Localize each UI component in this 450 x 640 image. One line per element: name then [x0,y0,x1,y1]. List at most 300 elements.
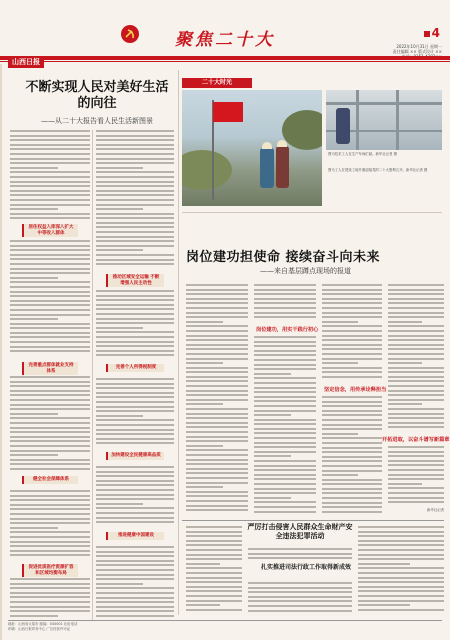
lead-body-text [96,378,174,448]
text-line [186,335,248,337]
text-line [96,574,174,576]
text-line [388,316,444,318]
text-line [254,382,316,384]
header-thin-rule [0,61,450,62]
text-line [96,144,174,146]
text-line [96,322,174,324]
text-line [10,148,90,150]
text-line [388,426,444,428]
text-line [358,526,444,528]
text-line [186,454,248,456]
text-line [322,497,382,499]
text-line [388,408,444,410]
text-line [10,504,90,506]
text-line [322,511,382,513]
text-line [10,341,90,343]
text-line [10,240,90,242]
text-line [322,405,382,407]
text-line [322,312,382,314]
text-line [254,400,316,402]
text-line [96,236,174,238]
text-line [322,396,382,398]
text-line [10,615,58,617]
text-line [254,410,316,412]
text-line [254,423,316,425]
text-line [322,302,382,304]
text-line [10,291,90,293]
text-line [96,245,174,247]
text-line [10,346,90,348]
text-line [186,339,248,341]
text-line [186,572,242,574]
text-line [388,362,422,364]
text-line [186,344,248,346]
text-line [186,577,242,579]
text-line [10,527,58,529]
text-line [96,135,174,137]
text-line [186,307,248,309]
text-line [254,501,316,503]
text-line [388,339,444,341]
text-line [186,316,248,318]
text-line [96,167,143,169]
text-line [388,325,444,327]
text-line [358,531,444,533]
text-line [10,431,90,433]
text-line [186,436,248,438]
text-line [388,413,444,415]
lead-subhead: 健全社会保障体系 [22,476,78,484]
text-line [186,330,248,332]
text-line [388,422,444,424]
lead-subhead: 促进优质医疗资源扩容和区域均衡布局 [22,564,78,577]
text-line [10,323,90,325]
text-line [96,583,143,585]
text-line [186,376,248,378]
text-line [96,194,174,196]
text-line [388,464,444,466]
text-line [10,194,90,196]
text-line [186,482,248,484]
text-line [96,560,174,562]
date-line: 2022年10月31日 星期一 [396,44,442,49]
section-divider [178,70,179,615]
text-line [96,181,174,183]
text-line [96,313,174,315]
text-line [96,345,174,347]
text-line [322,371,382,373]
text-line [10,583,90,585]
text-line [322,330,382,332]
text-line [96,231,174,233]
lead-body-text [10,490,90,562]
text-line [186,486,223,488]
text-line [388,497,444,499]
lower-rule [182,520,444,521]
text-line [254,284,316,286]
text-line [388,460,444,462]
text-line [388,293,444,295]
feature-body-text [254,336,316,518]
text-line [96,480,174,482]
text-line [388,348,444,350]
text-line [186,604,220,606]
text-line [96,406,174,408]
text-line [10,554,90,556]
text-line [388,358,444,360]
text-line [10,404,90,406]
text-line [358,609,444,611]
text-line [186,353,248,355]
lead-subhead: 完善个人所得税制度 [106,364,164,372]
lead-subhead: 加快建设全民健康高品质 [106,452,164,460]
text-line [358,572,444,574]
text-line [358,544,444,546]
header-rule [0,56,450,60]
text-line [96,290,174,292]
feature-byline: 新华社记者 [427,508,444,512]
footer-address: 地址：山西省太原市 邮编：030001 社址电话 [8,622,78,626]
text-line [10,578,90,580]
text-line [322,428,382,430]
lower-title-2: 扎实推进司法行政工作取得新成效 [260,564,351,571]
text-line [358,554,444,556]
text-line [322,465,382,467]
text-line [254,414,291,416]
text-line [248,596,352,598]
text-line [322,483,382,485]
text-line [96,254,174,256]
text-line [186,325,248,327]
text-line [254,368,316,370]
text-line [96,494,174,496]
text-line [186,403,223,405]
text-line [10,272,90,274]
text-line [388,344,444,346]
text-line [10,495,90,497]
text-line [10,490,90,492]
text-line [322,410,382,412]
text-line [96,442,174,444]
text-line [96,259,174,261]
text-line [96,299,174,301]
text-line [186,426,248,428]
page-edge [0,0,2,640]
text-line [96,226,174,228]
text-line [96,318,174,320]
text-line [322,470,382,472]
text-line [322,424,382,426]
text-line [96,383,174,385]
text-line [322,348,382,350]
text-line [186,385,248,387]
text-line [254,469,316,471]
text-line [186,312,248,314]
text-line [10,208,58,210]
text-line [96,336,174,338]
text-line [388,487,444,489]
text-line [186,413,248,415]
text-line [186,293,248,295]
lead-body-text [10,240,90,358]
text-line [96,606,174,608]
text-line [254,307,316,309]
text-line [186,495,248,497]
text-line [96,222,174,224]
text-line [10,450,90,452]
lead-subhead: 完善重点群体就业支持体系 [22,362,78,375]
text-line [322,316,382,318]
text-line [96,521,174,523]
lead-article [8,70,174,610]
text-line [96,551,174,553]
text-line [358,581,444,583]
text-line [96,199,174,201]
text-line [358,595,444,597]
text-line [96,213,174,215]
text-line [358,604,410,606]
text-line [388,501,444,503]
text-line [10,185,90,187]
text-line [248,600,352,602]
text-line [388,302,444,304]
text-line [96,240,174,242]
text-line [96,153,174,155]
text-line [254,373,291,375]
text-line [96,597,174,599]
text-line [186,399,248,401]
banner-title: 聚焦二十大 [175,30,275,50]
text-line [10,376,90,378]
text-line [388,451,444,453]
text-line [10,587,90,589]
text-line [96,578,174,580]
text-line [10,139,90,141]
feature-section-head: 坚定信念，用传承诠释担当 [324,387,387,393]
text-line [96,162,174,164]
text-line [96,392,174,394]
text-line [10,263,90,265]
text-line [358,558,444,560]
text-line [322,335,382,337]
text-line [388,289,444,291]
feature-subtitle: ——来自基层蹲点现场的报道 [260,267,351,275]
text-line [10,309,90,311]
text-line [186,477,248,479]
text-line [254,511,316,513]
text-line [96,387,174,389]
text-line [254,432,316,434]
text-line [388,321,422,323]
feature-body-text [388,284,444,434]
text-line [254,298,316,300]
text-line [254,492,316,494]
text-line [10,522,90,524]
text-line [254,345,316,347]
text-line [388,469,444,471]
text-line [10,153,90,155]
text-line [186,367,248,369]
text-line [96,546,174,548]
lead-body-text [96,130,174,270]
paper-logo: 山西日报 [8,56,44,68]
text-line [10,508,90,510]
lead-subhead: 推动区域安全运输 不断增强人民主动性 [106,274,164,287]
text-line [186,554,242,556]
text-line [10,592,90,594]
lead-body-text [96,290,174,360]
text-line [186,394,248,396]
feature-body-text [322,396,382,518]
text-line [186,440,248,442]
text-line [322,289,382,291]
text-line [10,601,90,603]
text-line [388,399,444,401]
text-line [254,377,316,379]
text-line [358,535,444,537]
text-line [96,471,174,473]
photo-rule [182,212,442,213]
lead-subhead: 居住权益入库深入扩大中等收入群体 [22,224,78,237]
text-line [10,427,90,429]
text-line [10,468,90,470]
lead-subhead: 推进健康中国建设 [106,532,164,540]
text-line [96,204,174,206]
text-line [322,442,382,444]
text-line [254,460,316,462]
text-line [96,130,174,132]
text-line [248,591,352,593]
text-line [10,394,90,396]
text-line [186,505,248,507]
text-line [322,339,382,341]
text-line [96,176,174,178]
text-line [96,512,174,514]
text-line [248,557,352,559]
feature-body-text [388,446,444,506]
text-line [186,563,220,565]
text-line [388,492,444,494]
text-line [10,314,90,316]
text-line [254,474,316,476]
text-line [322,362,358,364]
text-line [10,158,90,160]
text-line [10,258,90,260]
text-line [186,380,248,382]
feature-section-head: 开拓进取，以奋斗谱写新篇章 [382,437,450,443]
feature-tag: 二十大时光 [182,78,252,88]
text-line [10,445,90,447]
text-line [96,433,174,435]
text-line [10,254,90,256]
text-line [10,422,90,424]
text-line [186,595,242,597]
text-line [322,506,382,508]
text-line [254,455,291,457]
text-line [248,548,352,550]
text-line [10,610,90,612]
text-line [186,348,248,350]
text-line [254,336,316,338]
text-line [96,327,143,329]
text-line [254,465,316,467]
text-line [322,419,382,421]
text-line [96,610,174,612]
text-line [10,217,90,219]
text-line [254,506,316,508]
lead-subtitle: ——从二十大报告看人民生活新图景 [41,117,153,125]
party-emblem-icon [120,24,140,44]
text-line [96,295,174,297]
text-line [96,158,174,160]
text-line [322,447,382,449]
feature-photo-small [326,90,442,150]
text-line [186,535,242,537]
text-line [96,587,174,589]
page-header [0,0,450,64]
text-line [186,302,248,304]
text-line [254,354,316,356]
text-line [322,460,382,462]
text-line [186,371,248,373]
text-line [186,558,242,560]
text-line [322,414,382,416]
text-line [388,330,444,332]
text-line [322,437,382,439]
text-line [186,284,248,286]
text-line [254,419,316,421]
text-line [10,286,90,288]
text-line [254,437,316,439]
text-line [186,609,242,611]
text-line [254,316,316,318]
text-line [254,396,316,398]
text-line [96,601,174,603]
text-line [322,321,358,323]
text-line [96,592,174,594]
text-line [388,474,444,476]
text-line [254,405,316,407]
text-line [96,410,174,412]
text-line [254,350,316,352]
text-line [388,367,444,369]
text-line [186,540,242,542]
text-line [254,391,316,393]
text-line [388,307,444,309]
text-line [388,312,444,314]
text-line [322,401,382,403]
text-line [254,293,316,295]
text-line [358,600,444,602]
photo-caption: 图为工人在建设工地升旗迎接党的二十大胜利召开。新华社记者 摄 [328,168,428,172]
lower-title: 严厉打击侵害人民群众生命财产安全违法犯罪活动 [247,522,353,540]
text-line [10,541,90,543]
text-line [10,417,90,419]
text-line [248,553,352,555]
text-line [186,531,242,533]
text-line [96,415,143,417]
text-line [96,331,174,333]
text-line [10,213,90,215]
text-line [10,249,90,251]
text-line [10,513,90,515]
text-line [248,610,352,612]
text-line [322,293,382,295]
text-line [186,422,248,424]
text-line [358,590,444,592]
text-line [96,498,174,500]
text-line [186,463,248,465]
